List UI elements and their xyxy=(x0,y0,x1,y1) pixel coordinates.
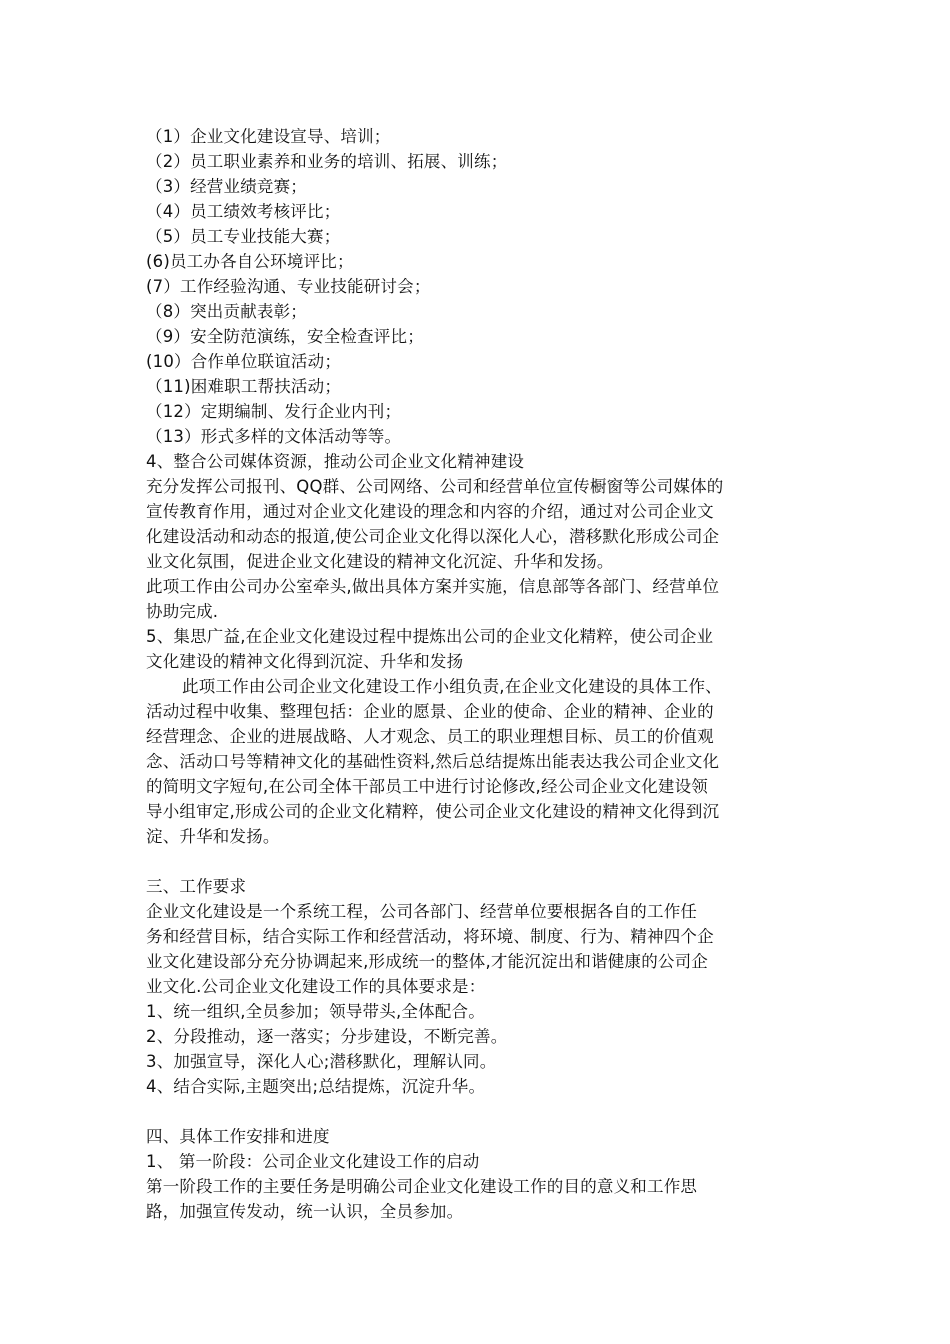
paragraph-line: 路，加强宣传发动，统一认识，全员参加。 xyxy=(146,1202,464,1221)
paragraph-line: 宣传教育作用，通过对企业文化建设的理念和内容的介绍，通过对公司企业文 xyxy=(146,502,714,521)
paragraph-line: 淀、升华和发扬。 xyxy=(146,827,280,846)
list-item-13: （13）形式多样的文体活动等等。 xyxy=(146,427,402,446)
paragraph-line: 第一阶段工作的主要任务是明确公司企业文化建设工作的目的意义和工作思 xyxy=(146,1177,698,1196)
requirement-item: 2、分段推动，逐一落实；分步建设，不断完善。 xyxy=(146,1027,508,1046)
section-3-heading: 三、工作要求 xyxy=(146,877,247,896)
paragraph-line: 活动过程中收集、整理包括：企业的愿景、企业的使命、企业的精神、企业的 xyxy=(146,702,714,721)
paragraph-line: 导小组审定,形成公司的企业文化精粹，使公司企业文化建设的精神文化得到沉 xyxy=(146,802,720,821)
requirement-item: 4、结合实际,主题突出;总结提炼，沉淀升华。 xyxy=(146,1077,486,1096)
phase-heading: 1、 第一阶段：公司企业文化建设工作的启动 xyxy=(146,1152,480,1171)
paragraph-line: 务和经营目标，结合实际工作和经营活动，将环境、制度、行为、精神四个企 xyxy=(146,927,714,946)
paragraph-line: 此项工作由公司企业文化建设工作小组负责,在企业文化建设的具体工作、 xyxy=(182,677,722,696)
list-item-8: （8）突出贡献表彰； xyxy=(146,302,307,321)
list-item-7: (7）工作经验沟通、专业技能研讨会； xyxy=(146,277,431,296)
paragraph-line: 业文化建设部分充分协调起来,形成统一的整体,才能沉淀出和谐健康的公司企 xyxy=(146,952,708,971)
paragraph-line: 充分发挥公司报刊、QQ群、公司网络、公司和经营单位宣传橱窗等公司媒体的 xyxy=(146,477,724,496)
list-item-5: （5）员工专业技能大赛； xyxy=(146,227,341,246)
paragraph-line: 业文化氛围，促进企业文化建设的精神文化沉淀、升华和发扬。 xyxy=(146,552,614,571)
list-item-11: （11)困难职工帮扶活动； xyxy=(146,377,342,396)
paragraph-line: 念、活动口号等精神文化的基础性资料,然后总结提炼出能表达我公司企业文化 xyxy=(146,752,720,771)
list-item-6: (6)员工办各自公环境评比； xyxy=(146,252,354,271)
list-item-12: （12）定期编制、发行企业内刊； xyxy=(146,402,402,421)
list-item-9: （9）安全防范演练，安全检查评比； xyxy=(146,327,424,346)
section-4b-heading: 四、具体工作安排和进度 xyxy=(146,1127,330,1146)
paragraph-line: 经营理念、企业的进展战略、人才观念、员工的职业理想目标、员工的价值观 xyxy=(146,727,714,746)
list-item-3: （3）经营业绩竞赛； xyxy=(146,177,307,196)
paragraph-line: 协助完成. xyxy=(146,602,219,621)
paragraph-line: 的简明文字短句,在公司全体干部员工中进行讨论修改,经公司企业文化建设领 xyxy=(146,777,708,796)
list-item-10: (10）合作单位联谊活动； xyxy=(146,352,342,371)
paragraph-line: 此项工作由公司办公室牵头,做出具体方案并实施，信息部等各部门、经营单位 xyxy=(146,577,720,596)
list-item-4: （4）员工绩效考核评比； xyxy=(146,202,341,221)
requirement-item: 1、统一组织,全员参加；领导带头,全体配合。 xyxy=(146,1002,485,1021)
section-5-heading-cont: 文化建设的精神文化得到沉淀、升华和发扬 xyxy=(146,652,464,671)
list-item-2: （2）员工职业素养和业务的培训、拓展、训练； xyxy=(146,152,508,171)
list-item-1: （1）企业文化建设宣导、培训； xyxy=(146,127,391,146)
section-4-heading: 4、整合公司媒体资源，推动公司企业文化精神建设 xyxy=(146,452,525,471)
requirement-item: 3、加强宣导，深化人心;潜移默化，理解认同。 xyxy=(146,1052,497,1071)
section-5-heading: 5、集思广益,在企业文化建设过程中提炼出公司的企业文化精粹，使公司企业 xyxy=(146,627,714,646)
paragraph-line: 业文化.公司企业文化建设工作的具体要求是： xyxy=(146,977,486,996)
paragraph-line: 企业文化建设是一个系统工程，公司各部门、经营单位要根据各自的工作任 xyxy=(146,902,698,921)
paragraph-line: 化建设活动和动态的报道,使公司企业文化得以深化人心，潜移默化形成公司企 xyxy=(146,527,720,546)
